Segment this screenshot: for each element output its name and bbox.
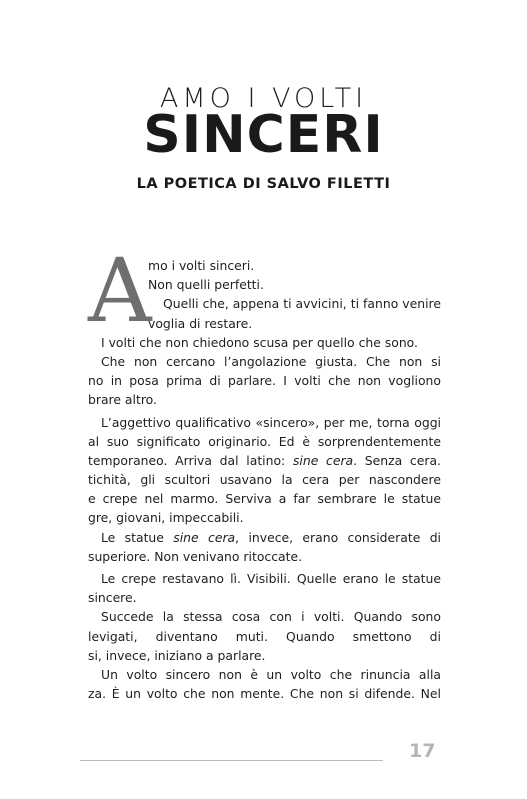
text-line: al suo significato originario. Ed è sorprendentemente xyxy=(88,433,441,449)
page-number: 17 xyxy=(409,740,436,762)
text-line: tichità, gli scultori usavano la cera per nascondere xyxy=(88,472,441,488)
footer-rule xyxy=(80,760,383,761)
title-main: SINCERI xyxy=(143,105,384,165)
title-top: AMO I VOLTI xyxy=(159,83,368,114)
text-line: Le crepe restavano lì. Visibili. Quelle erano le statue xyxy=(101,571,441,586)
text-line: brare altro. xyxy=(88,392,157,408)
text-line: gre, giovani, impeccabili. xyxy=(88,510,244,526)
text-line: superiore. Non venivano ritoccate. xyxy=(88,548,303,564)
text-line: Le statue sine cera, invece, erano considerate di xyxy=(101,529,441,545)
text-line: temporaneo. Arriva dal latino: sine cera. Senza cera. xyxy=(88,452,441,468)
text-line: si, invece, iniziano a parlare. xyxy=(88,647,266,663)
text-line: levigati, diventano muti. Quando smettono di xyxy=(88,628,441,644)
drop-cap: A xyxy=(88,239,152,342)
subtitle: LA POETICA DI SALVO FILETTI xyxy=(136,176,391,192)
text-line: no in posa prima di parlare. I volti che non vogliono xyxy=(88,373,441,389)
text-line: sincere. xyxy=(88,590,137,606)
text-line: Succede la stessa cosa con i volti. Quando sono xyxy=(101,609,441,625)
text-line: e crepe nel marmo. Serviva a far sembrare le statue xyxy=(88,491,441,507)
text-line: L’aggettivo qualificativo «sincero», per me, torna oggi xyxy=(101,414,441,430)
text-line: Che non cercano l’angolazione giusta. Che non si xyxy=(101,353,441,369)
text-line: voglia di restare. xyxy=(148,315,253,331)
text-line: mo i volti sinceri. xyxy=(148,258,255,273)
text-line: Un volto sincero non è un volto che rinuncia alla xyxy=(101,666,441,682)
text-line: I volti che non chiedono scusa per quello che sono. xyxy=(101,334,418,350)
text-line: Quelli che, appena ti avvicini, ti fanno venire xyxy=(163,296,441,312)
body-text xyxy=(88,256,441,703)
text-line: Non quelli perfetti. xyxy=(148,277,264,293)
text-line: za. È un volto che non mente. Che non si difende. Nel xyxy=(88,686,441,702)
